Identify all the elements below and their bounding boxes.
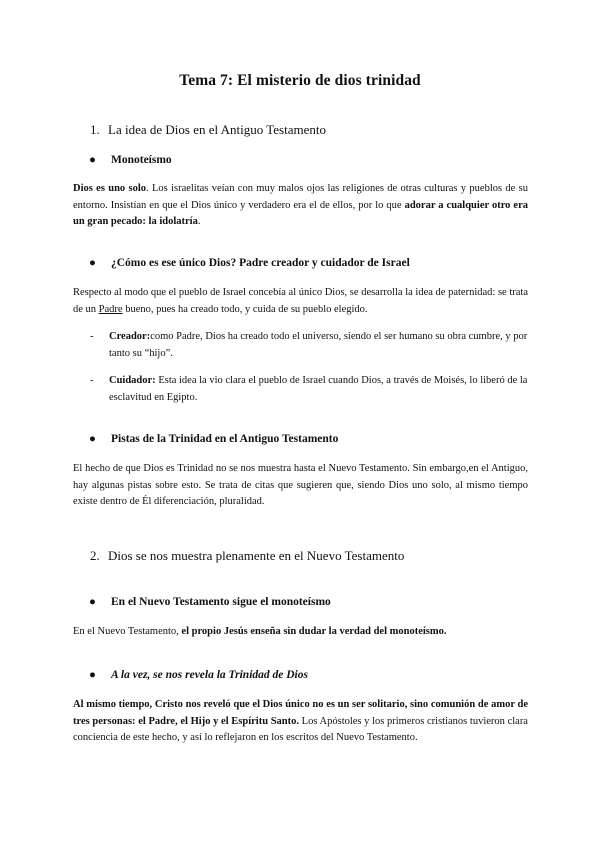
body-text: Esta idea la vio clara el pueblo de Israel cuando Dios, a través de Moisés, lo liberó de la esclavitud en Egipto.: [109, 375, 528, 403]
bullet-dot-icon: ●: [89, 257, 96, 269]
bold-text: adorar a cualquier otro era un gran pecado: la idolatría: [73, 199, 529, 227]
bullet-padre-creador: [89, 257, 410, 269]
bullet-monoteismo: [89, 154, 172, 166]
dash-marker: -: [90, 331, 94, 342]
body-text: . Los israelitas veían con muy malos ojos las religiones de otras culturas y pueblos de su entorno. Insistían en que el Dios único y verdadero era el de ellos, por lo que: [73, 183, 529, 211]
bullet-label: A la vez, se nos revela la Trinidad de Dios: [111, 669, 308, 681]
bullet-dot-icon: ●: [89, 154, 96, 166]
body-text: Respecto al modo que el pueblo de Israel concebía al único Dios, se desarrolla la idea de paternidad: se trata de un: [73, 287, 528, 315]
body-text: .: [197, 216, 201, 227]
body-text: En el Nuevo Testamento,: [73, 626, 182, 637]
section-2-heading: [90, 548, 404, 564]
paragraph-paternidad: [73, 285, 528, 318]
bullet-dot-icon: ●: [89, 669, 96, 681]
section-1-heading: [90, 122, 326, 138]
paragraph-monoteismo: [73, 181, 528, 231]
bold-text: Cuidador:: [109, 375, 156, 386]
body-text: como Padre, Dios ha creado todo el universo, siendo el ser humano su obra cumbre, y por tanto su “hijo”.: [109, 331, 528, 359]
bullet-dot-icon: ●: [89, 433, 96, 445]
paragraph-pistas: El hecho de que Dios es Trinidad no se nos muestra hasta el Nuevo Testamento. Sin embargo,en el Antiguo, hay algunas pistas sobre esto. Se trata de citas que sugieren que, siendo Dios uno solo, al mismo tiempo existe dentro de Él diferenciación, pluralidad.: [73, 463, 528, 507]
bullet-label: En el Nuevo Testamento sigue el monoteísmo: [111, 596, 331, 608]
dash-item-creador: [90, 329, 528, 362]
bullet-label: Pistas de la Trinidad en el Antiguo Testamento: [111, 433, 339, 445]
body-text: bueno, pues ha creado todo, y cuida de su pueblo elegido.: [122, 303, 368, 315]
bullet-dot-icon: ●: [89, 596, 96, 608]
dash-item-cuidador: [90, 373, 528, 406]
bold-text: el propio Jesús enseña sin dudar la verdad del monoteísmo.: [181, 626, 447, 637]
bullet-label: ¿Cómo es ese único Dios? Padre creador y cuidador de Israel: [111, 257, 410, 269]
bold-text: Dios es uno solo: [73, 183, 147, 194]
dash-marker: -: [90, 375, 94, 386]
section-1-title: La idea de Dios en el Antiguo Testamento: [108, 122, 326, 137]
section-2-number: 2.: [90, 548, 100, 563]
bullet-revelacion-trinidad: [89, 669, 308, 681]
bold-text: Al mismo tiempo, Cristo nos reveló que el Dios único no es un ser solitario, sino comunión de amor de tres personas: el Padre, el Hijo y el Espíritu Santo.: [73, 699, 528, 727]
bold-text: Creador:: [109, 331, 151, 342]
paragraph-monoteismo-nt: [73, 624, 528, 641]
section-1-number: 1.: [90, 122, 100, 137]
bullet-monoteismo-nt: [89, 596, 331, 608]
underlined-text: Padre: [98, 303, 123, 315]
paragraph-trinidad: [73, 697, 528, 747]
body-text: Los Apóstoles y los primeros cristianos tuvieron clara conciencia de este hecho, y así lo reflejaron en los escritos del Nuevo Testamento.: [73, 715, 528, 743]
bullet-pistas-trinidad: [89, 433, 338, 445]
section-2-title: Dios se nos muestra plenamente en el Nuevo Testamento: [108, 548, 405, 563]
bullet-label: Monoteísmo: [111, 154, 172, 166]
page-title: Tema 7: El misterio de dios trinidad: [179, 72, 421, 89]
